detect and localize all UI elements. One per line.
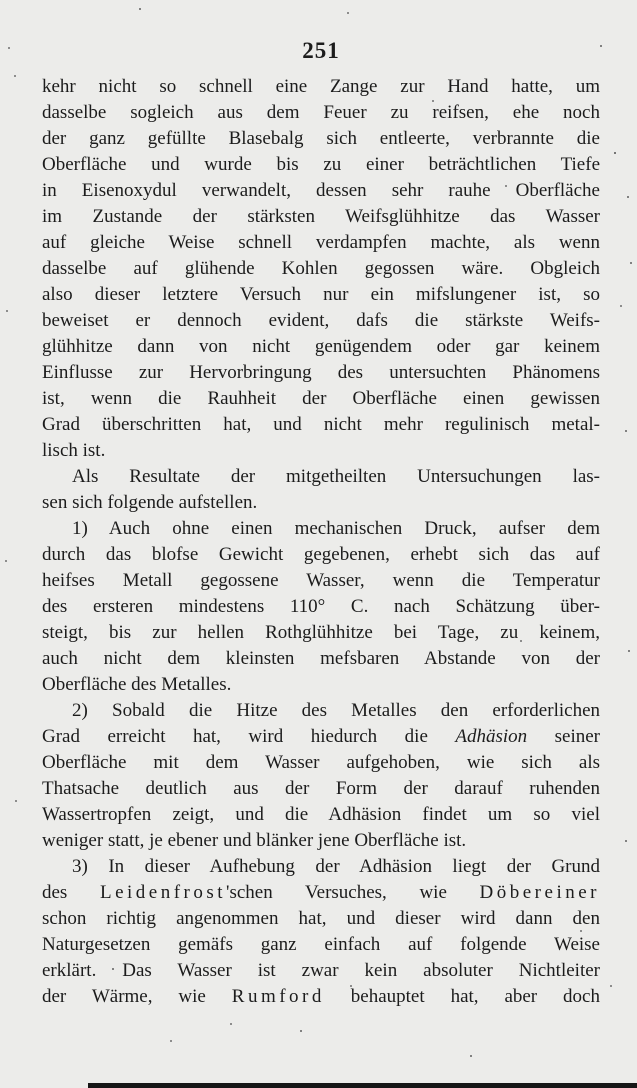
text-line — [42, 230, 600, 256]
text-segment: der Wärme, wie — [42, 986, 232, 1007]
person-name: Döbereiner — [479, 882, 600, 903]
text-segment: Einflusse zur Hervorbringung des untersuchten Phänomens — [42, 362, 600, 383]
text-line — [42, 360, 600, 386]
person-name: Rumford — [231, 986, 325, 1007]
text-segment: Grad überschritten hat, und nicht mehr regulinisch metal- — [42, 414, 600, 435]
text-segment: glühhitze dann von nicht genügendem oder gar keinem — [42, 336, 600, 357]
text-segment: Wassertropfen zeigt, und die Adhäsion findet um so viel — [42, 804, 600, 825]
text-line — [42, 802, 600, 828]
person-name: Leidenfrost — [99, 882, 227, 903]
text-segment: im Zustande der stärksten Weifsglühhitze das Wasser — [42, 206, 600, 227]
text-line — [42, 906, 600, 932]
text-block — [42, 74, 600, 1010]
text-segment: 3) In dieser Aufhebung der Adhäsion liegt der Grund — [72, 856, 600, 877]
page-number: 251 — [302, 38, 340, 63]
text-segment: seiner — [527, 726, 600, 747]
text-segment: Thatsache deutlich aus der Form der darauf ruhenden — [42, 778, 600, 799]
text-segment: Naturgesetzen gemäfs ganz einfach auf folgende Weise — [42, 934, 600, 955]
text-line — [42, 204, 600, 230]
text-line — [42, 594, 600, 620]
text-line — [42, 152, 600, 178]
scan-edge-artifact — [88, 1083, 637, 1088]
scan-noise-speckles — [0, 0, 2, 2]
text-segment: 1) Auch ohne einen mechanischen Druck, aufser dem — [72, 518, 600, 539]
text-line — [42, 412, 600, 438]
text-line — [42, 828, 600, 854]
text-line — [42, 750, 600, 776]
text-line — [42, 308, 600, 334]
text-segment: kehr nicht so schnell eine Zange zur Hand hatte, um — [42, 76, 600, 97]
text-segment: beweiset er dennoch evident, dafs die stärkste Weifs- — [42, 310, 600, 331]
text-line — [42, 178, 600, 204]
text-segment: heifses Metall gegossene Wasser, wenn die Temperatur — [42, 570, 600, 591]
text-line — [42, 100, 600, 126]
text-segment: Grad erreicht hat, wird hiedurch die — [42, 726, 456, 747]
text-line — [42, 516, 600, 542]
text-line — [42, 568, 600, 594]
text-segment: Oberfläche mit dem Wasser aufgehoben, wie sich als — [42, 752, 600, 773]
text-segment: sen sich folgende aufstellen. — [42, 492, 258, 513]
text-line — [42, 672, 600, 698]
text-line — [42, 386, 600, 412]
text-line — [42, 854, 600, 880]
text-line — [42, 646, 600, 672]
text-segment: 2) Sobald die Hitze des Metalles den erforderlichen — [72, 700, 600, 721]
text-segment: weniger statt, je ebener und blänker jene Oberfläche ist. — [42, 830, 467, 851]
text-segment: auf gleiche Weise schnell verdampfen machte, als wenn — [42, 232, 600, 253]
text-line — [42, 620, 600, 646]
text-line — [42, 984, 600, 1010]
text-line — [42, 542, 600, 568]
text-line — [42, 776, 600, 802]
text-line — [42, 256, 600, 282]
text-segment: behauptet hat, aber doch — [324, 986, 600, 1007]
text-line — [42, 126, 600, 152]
text-segment: durch das blofse Gewicht gegebenen, erhebt sich das auf — [42, 544, 600, 565]
text-segment: steigt, bis zur hellen Rothglühhitze bei Tage, zu keinem, — [42, 622, 600, 643]
text-segment: ist, wenn die Rauhheit der Oberfläche einen gewissen — [42, 388, 600, 409]
text-line — [42, 724, 600, 750]
text-segment: lisch ist. — [42, 440, 106, 461]
text-segment: des — [42, 882, 100, 903]
text-line — [42, 334, 600, 360]
text-line — [42, 282, 600, 308]
text-line — [42, 438, 600, 464]
text-line — [42, 464, 600, 490]
text-segment: dasselbe sogleich aus dem Feuer zu reifsen, ehe noch — [42, 102, 600, 123]
text-segment: Adhäsion — [455, 726, 528, 747]
text-line — [42, 74, 600, 100]
text-line — [42, 880, 600, 906]
text-segment: auch nicht dem kleinsten mefsbaren Abstande von der — [42, 648, 600, 669]
text-segment: 'schen Versuches, wie — [226, 882, 480, 903]
text-segment: Oberfläche des Metalles. — [42, 674, 232, 695]
text-segment: Oberfläche und wurde bis zu einer beträchtlichen Tiefe — [42, 154, 600, 175]
text-segment: erklärt. Das Wasser ist zwar kein absoluter Nichtleiter — [42, 960, 600, 981]
text-line — [42, 932, 600, 958]
text-segment: der ganz gefüllte Blasebalg sich entleerte, verbrannte die — [42, 128, 600, 149]
text-segment: Als Resultate der mitgetheilten Untersuchungen las- — [72, 466, 600, 487]
text-segment: also dieser letztere Versuch nur ein mifslungener ist, so — [42, 284, 600, 305]
text-line — [42, 490, 600, 516]
text-line — [42, 698, 600, 724]
text-line — [42, 958, 600, 984]
text-segment: in Eisenoxydul verwandelt, dessen sehr rauhe Oberfläche — [42, 180, 600, 201]
text-segment: des ersteren mindestens 110° C. nach Schätzung über- — [42, 596, 600, 617]
text-segment: schon richtig angenommen hat, und dieser wird dann den — [42, 908, 600, 929]
text-segment: dasselbe auf glühende Kohlen gegossen wäre. Obgleich — [42, 258, 600, 279]
